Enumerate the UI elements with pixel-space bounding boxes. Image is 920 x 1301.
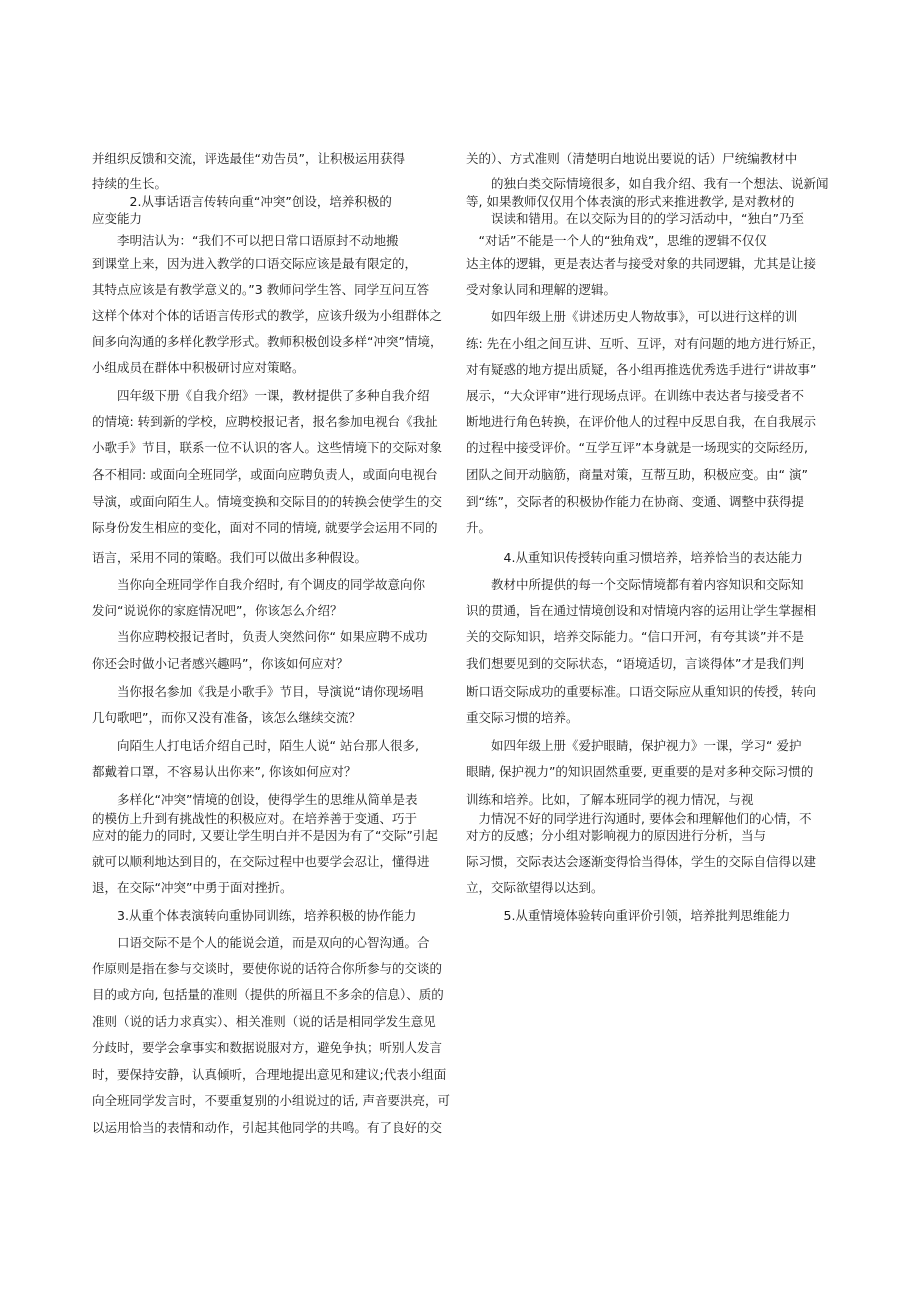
- text-line: 关的）、方式准则（清楚明白地说出要说的话）尸统编教材中: [466, 151, 798, 166]
- text-line: 关的交际知识，培养交际能力。“信口开河，有夸其谈”并不是: [466, 629, 804, 644]
- section-heading-4: 4.从重知识传授转向重习惯培养，培养恰当的表达能力: [466, 550, 803, 565]
- section-heading-5: 5.从重情境体验转向重评价引领，培养批判思维能力: [466, 908, 791, 923]
- text-line: 到“练”，交际者的积极协作能力在协商、变通、调整中获得提: [466, 494, 804, 509]
- text-line: 误读和错用。在以交际为目的的学习活动中，“独白”乃至: [466, 211, 804, 226]
- text-line: 目的或方向, 包括量的准则（提供的所福且不多余的信息）、质的: [92, 987, 444, 1002]
- text-line: 的独白类交际情境很多，如自我介绍、我有一个想法、说新闻: [466, 176, 829, 191]
- text-line: 展示，“大众评审”进行现场点评。在训练中表达者与接受者不: [466, 388, 804, 403]
- text-line: 向全班同学发言时，不要重复别的小组说过的话, 声音要洪亮，可: [92, 1093, 450, 1108]
- text-line: 发问“说说你的家庭情况吧”，你该怎么介绍？: [92, 603, 343, 618]
- text-line: 向陌生人打电话介绍自己时，陌生人说“ 站台那人很多,: [92, 738, 419, 753]
- text-line: 对方的反感；分小组对影响视力的原因进行分析，当与: [466, 828, 767, 843]
- text-line: 如四年级上册《讲述历史人物故事》，可以进行这样的训: [466, 309, 798, 324]
- text-line: “对话”不能是一个人的“独角戏”，思维的逻辑不仅仅: [466, 233, 767, 248]
- text-line: 眼睛, 保护视力”的知识固然重要, 更重要的是对多种交际习惯的: [466, 764, 814, 779]
- text-line: 多样化“冲突”情境的创设，使得学生的思维从简单是表: [92, 792, 418, 807]
- text-line: 如四年级上册《爱护眼睛，保护视力》一课，学习“ 爱护: [466, 738, 802, 753]
- text-line: 小歌手》节目，联系一位不认识的客人。这些情境下的交际对象: [92, 440, 443, 455]
- text-line: 立，交际欲望得以达到。: [466, 880, 604, 895]
- text-line: 的过程中接受评价。“互学互评”本身就是一场现实的交际经历,: [466, 440, 808, 455]
- text-line: 训练和培养。比如，了解本班同学的视力情况，与视: [466, 792, 754, 807]
- text-line: 的情境: 转到新的学校，应聘校报记者，报名参加电视台《我扯: [92, 414, 438, 429]
- text-line: 退，在交际“冲突”中勇于面对挫折。: [92, 880, 293, 895]
- text-line: 几句歌吧”，而你又没有准备，该怎么继续交流？: [92, 710, 361, 725]
- text-line: 作原则是指在参与交谈时，要使你说的话符合你所参与的交谈的: [92, 961, 443, 976]
- text-line: 的模仿上升到有挑战性的积极应对。在培养善于变通、巧于: [92, 811, 418, 826]
- text-line: 分歧时，要学会拿事实和数据说服对方，避免争执；听别人发言: [92, 1040, 443, 1055]
- text-line: 当你应聘校报记者时，负责人突然问你“ 如果应聘不成功: [92, 629, 428, 644]
- text-line: 际身份发生相应的变化，面对不同的情境, 就要学会运用不同的: [92, 520, 438, 535]
- text-line: 团队之间开动脑筋，商量对策，互帮互助，积极应变。由“ 演”: [466, 467, 808, 482]
- text-line: 都戴着口罩，不容易认出你来”, 你该如何应对？: [92, 764, 357, 779]
- text-line: 教材中所提供的每一个交际情境都有着内容知识和交际知: [466, 577, 804, 592]
- text-line: 练: 先在小组之间互讲、互听、互评，对有问题的地方进行矫正，: [466, 336, 825, 351]
- text-line: 应对的能力的同时, 又要让学生明白并不是因为有了“交际”引起: [92, 828, 438, 843]
- text-line: 其特点应该是有教学意义的。”3 教师问学生答、同学互问互答: [92, 282, 430, 297]
- text-line: 到课堂上来，因为进入教学的口语交际应该是最有限定的，: [92, 256, 418, 271]
- text-line: 四年级下册《自我介绍》一课，教材提供了多种自我介绍: [92, 388, 430, 403]
- text-line: 并组织反馈和交流，评选最佳“劝告员”，让积极运用获得: [92, 151, 405, 166]
- text-line: 持续的生长。: [92, 176, 168, 191]
- text-line: 等, 如果教师仅仅用个体表演的形式来推进教学, 是对教材的: [466, 194, 795, 209]
- text-line: 际习惯，交际表达会逐渐变得恰当得体，学生的交际自信得以建: [466, 854, 817, 869]
- text-line: 我们想要见到的交际状态，“语境适切，言谈得体”才是我们判: [466, 656, 804, 671]
- text-line: 受对象认同和理解的逻辑。: [466, 282, 617, 297]
- text-line: 断地进行角色转换，在评价他人的过程中反思自我，在自我展示: [466, 414, 817, 429]
- text-line: 时，要保持安静，认真倾听，合理地提出意见和建议;代表小组面: [92, 1067, 447, 1082]
- text-line: 识的贯通，旨在通过情境创设和对情境内容的运用让学生掌握相: [466, 603, 817, 618]
- text-line: 重交际习惯的培养。: [466, 710, 579, 725]
- text-line: 导演，或面向陌生人。情境变换和交际目的的转换会使学生的交: [92, 494, 443, 509]
- text-line: 对有疑惑的地方提出质疑，各小组再推选优秀选手进行“讲故事”: [466, 362, 817, 377]
- text-line: 语言，采用不同的策略。我们可以做出多种假设。: [92, 550, 368, 565]
- text-line: 间多向沟通的多样化教学形式。教师积极创设多样“冲突”情境，: [92, 334, 443, 349]
- text-line: 这样个体对个体的话语言传形式的教学，应该升级为小组群体之: [92, 308, 443, 323]
- text-line: 小组成员在群体中积极研讨应对策略。: [92, 360, 305, 375]
- text-line: 就可以顺利地达到目的，在交际过程中也要学会忍让，懂得进: [92, 854, 430, 869]
- text-line: 当你向全班同学作自我介绍时, 有个调皮的同学故意向你: [92, 577, 425, 592]
- text-line: 力情况不好的同学进行沟通时, 要体会和理解他们的心情，不: [466, 811, 812, 826]
- text-line: 你还会时做小记者感兴趣吗”，你该如何应对？: [92, 656, 349, 671]
- text-line: 李明洁认为：“我们不可以把日常口语原封不动地搬: [92, 233, 399, 248]
- text-line: 口语交际不是个人的能说会道，而是双向的心智沟通。合: [92, 935, 430, 950]
- text-line: 达主体的逻辑，更是表达者与接受对象的共同逻辑，尤其是让接: [466, 256, 817, 271]
- text-line: 准则（说的话力求真实）、相关准则（说的话是相同学发生意见: [92, 1014, 436, 1029]
- text-line: 当你报名参加《我是小歌手》节目，导演说“请你现场唱: [92, 684, 424, 699]
- text-line: 升。: [466, 520, 492, 535]
- text-line: 断口语交际成功的重要标准。口语交际应从重知识的传授，转向: [466, 684, 817, 699]
- section-heading-2: 2.从事话语言传转向重“冲突”创设，培养积极的: [92, 194, 392, 209]
- text-line: 各不相同: 或面向全班同学，或面向应聘负责人，或面向电视台: [92, 467, 438, 482]
- text-line: 以运用恰当的表情和动作，引起其他同学的共鸣。有了良好的交: [92, 1120, 443, 1135]
- text-line: 应变能力: [92, 211, 143, 226]
- section-heading-3: 3.从重个体表演转向重协同训练，培养积极的协作能力: [92, 908, 417, 923]
